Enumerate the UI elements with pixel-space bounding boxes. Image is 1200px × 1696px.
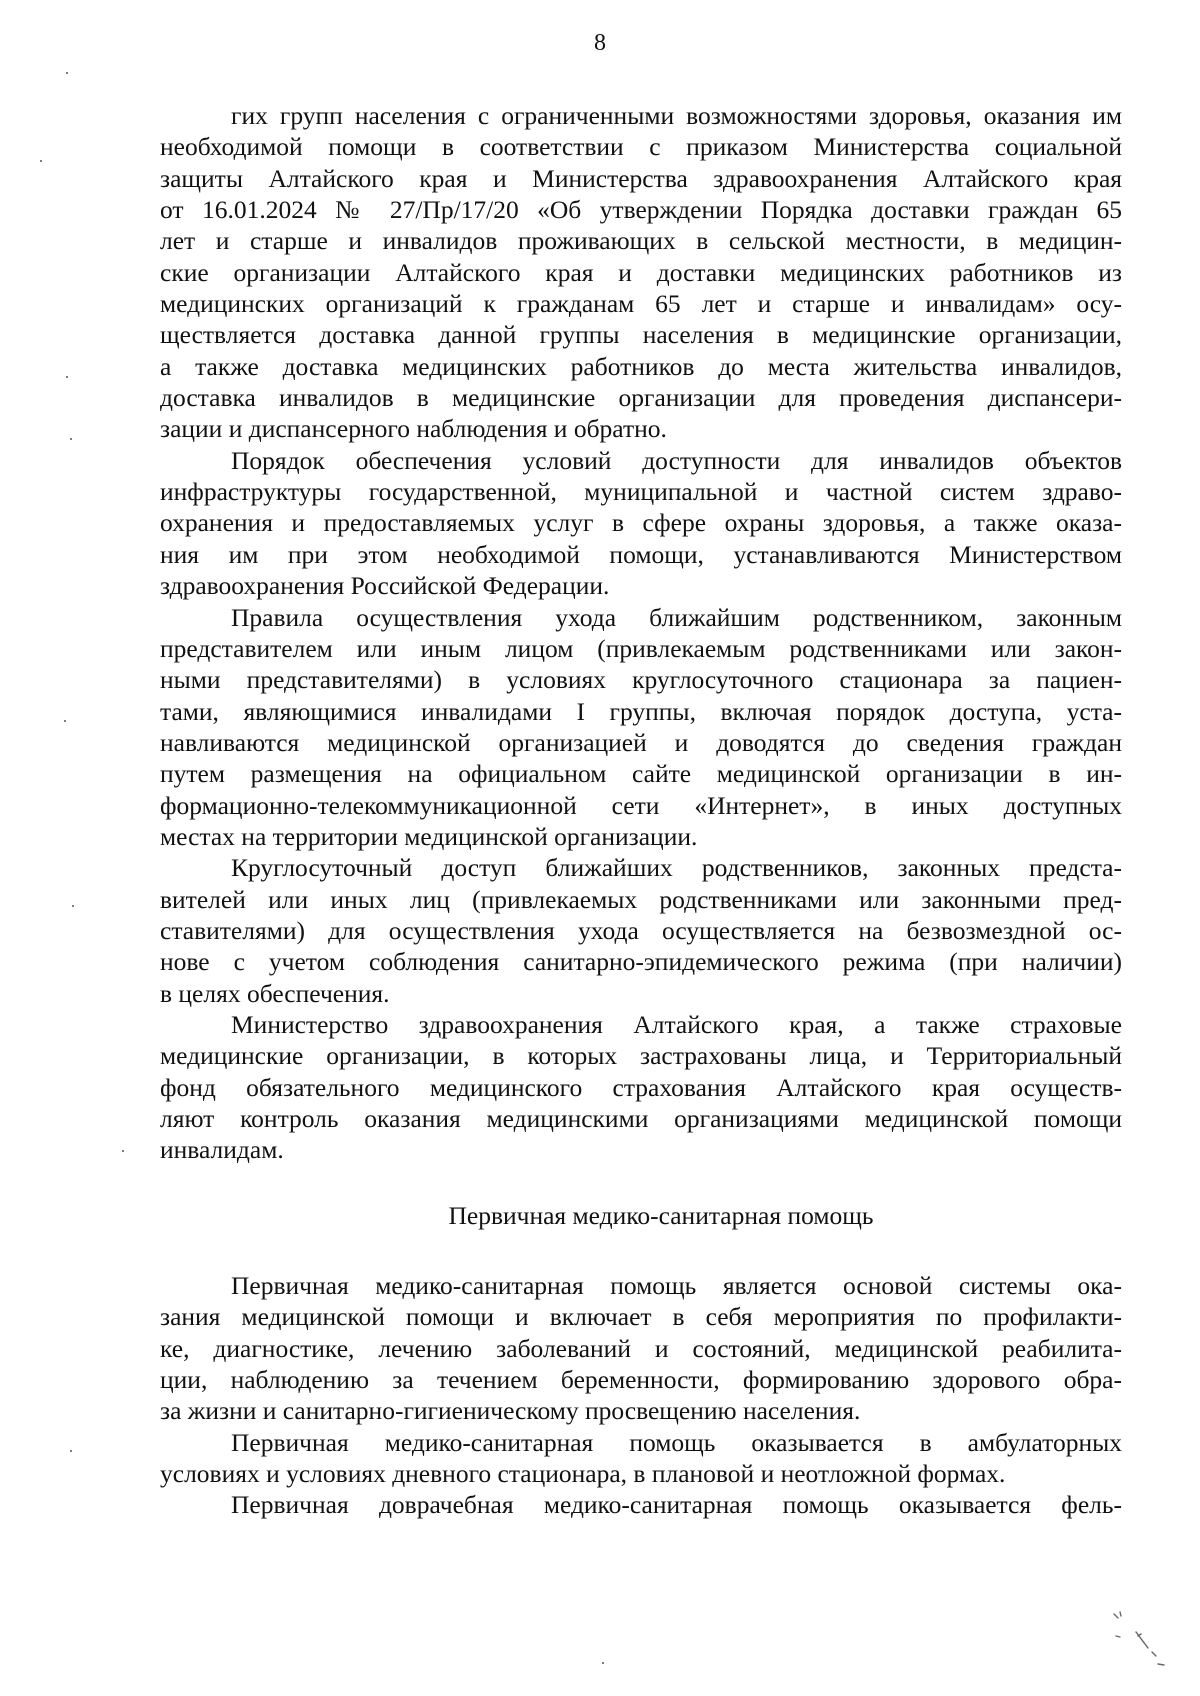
- scan-speck: [66, 72, 68, 74]
- text-line: ляют контроль оказания медицинскими организациями медицинской помощи: [160, 1104, 1122, 1133]
- text-line: вителей или иных лиц (привлекаемых родственниками или законными пред-: [160, 884, 1122, 914]
- paragraph: [160, 1270, 1122, 1427]
- text-line: в целях обеспечения.: [160, 978, 390, 1008]
- paragraph: [160, 100, 1122, 445]
- text-line: Министерство здравоохранения Алтайского края, а также страховые: [231, 1009, 1122, 1039]
- text-line: Правила осуществления ухода ближайшим родственником, законным: [231, 602, 1122, 632]
- text-line: навливаются медицинской организацией и доводятся до сведения граждан: [160, 727, 1122, 757]
- paragraph: [160, 445, 1122, 602]
- paragraph: [160, 602, 1122, 853]
- text-line: лет и старше и инвалидов проживающих в сельской местности, в медицин-: [160, 226, 1122, 256]
- text-line: зания медицинской помощи и включает в себя мероприятия по профилакти-: [160, 1302, 1122, 1332]
- text-line: Первичная медико-санитарная помощь оказывается в амбулаторных: [231, 1427, 1122, 1457]
- text-line: нове с учетом соблюдения санитарно-эпидемического режима (при наличии): [160, 947, 1122, 977]
- text-line: Порядок обеспечения условий доступности для инвалидов объектов: [231, 445, 1122, 475]
- text-line: необходимой помощи в соответствии с приказом Министерства социальной: [160, 132, 1122, 162]
- text-line: тами, являющимися инвалидами I группы, включая порядок доступа, уста-: [160, 696, 1122, 726]
- paragraphs-before-heading: [160, 100, 1122, 1166]
- text-line: защиты Алтайского края и Министерства здравоохранения Алтайского края: [160, 163, 1122, 193]
- text-line: охранения и предоставляемых услуг в сфере охраны здоровья, а также оказа-: [160, 508, 1122, 538]
- page-number: 8: [594, 30, 606, 56]
- text-line: Круглосуточный доступ ближайших родственников, законных предста-: [231, 853, 1122, 883]
- paragraphs-after-heading: [160, 1270, 1122, 1521]
- scan-speck: [70, 438, 72, 440]
- paragraph: [160, 852, 1122, 1009]
- text-line: ществляется доставка данной группы населения в медицинские организации,: [160, 320, 1122, 350]
- text-line: медицинские организации, в которых застрахованы лица, и Территориальный: [160, 1041, 1122, 1071]
- section-heading: Первичная медико-санитарная помощь: [448, 1200, 874, 1230]
- text-line: путем размещения на официальном сайте медицинской организации в ин-: [160, 759, 1122, 789]
- text-line: за жизни и санитарно-гигиеническому просвещению населения.: [160, 1396, 861, 1426]
- text-line: доставка инвалидов в медицинские организации для проведения диспансери-: [160, 383, 1122, 413]
- text-line: фонд обязательного медицинского страхования Алтайского края осуществ-: [160, 1072, 1122, 1102]
- text-line: гих групп населения с ограниченными возможностями здоровья, оказания им: [231, 101, 1122, 130]
- text-line: ции, наблюдению за течением беременности, формированию здорового обра-: [160, 1365, 1122, 1395]
- text-line: ния им при этом необходимой помощи, устанавливаются Министерством: [160, 539, 1122, 569]
- scan-artifact-mark: [1108, 1610, 1168, 1670]
- text-line: ке, диагностике, лечению заболеваний и состояний, медицинской реабилита-: [160, 1333, 1122, 1363]
- text-line: от 16.01.2024 № 27/Пр/17/20 «Об утверждении Порядка доставки граждан 65: [160, 195, 1122, 225]
- scan-speck: [40, 160, 42, 162]
- scan-speck: [66, 376, 68, 378]
- scan-speck: [64, 720, 66, 722]
- text-line: формационно-телекоммуникационной сети «Интернет», в иных доступных: [160, 790, 1122, 820]
- paragraph: [160, 1489, 1122, 1520]
- text-line: Первичная доврачебная медико-санитарная помощь оказывается фель-: [231, 1490, 1122, 1520]
- text-line: ными представителями) в условиях круглосуточного стационара за пациен-: [160, 665, 1122, 695]
- text-line: инфраструктуры государственной, муниципальной и частной систем здраво-: [160, 477, 1122, 507]
- text-line: представителем или иным лицом (привлекаемым родственниками или закон-: [160, 633, 1122, 663]
- text-line: зации и диспансерного наблюдения и обратно.: [160, 414, 667, 444]
- scan-speck: [122, 1150, 124, 1152]
- scan-speck: [602, 1662, 604, 1664]
- text-line: ставителями) для осуществления ухода осуществляется на безвозмездной ос-: [160, 915, 1122, 945]
- text-line: здравоохранения Российской Федерации.: [160, 571, 610, 601]
- paragraph: [160, 1427, 1122, 1490]
- document-body: [160, 100, 1122, 1521]
- text-line: местах на территории медицинской организации.: [160, 821, 698, 851]
- text-line: ские организации Алтайского края и доставки медицинских работников из: [160, 257, 1122, 287]
- paragraph: [160, 1009, 1122, 1166]
- scan-speck: [70, 1450, 72, 1452]
- text-line: инвалидам.: [160, 1135, 284, 1165]
- text-line: а также доставка медицинских работников до места жительства инвалидов,: [160, 351, 1122, 381]
- text-line: условиях и условиях дневного стационара, в плановой и неотложной формах.: [160, 1459, 1006, 1489]
- scan-speck: [72, 905, 74, 907]
- text-line: Первичная медико-санитарная помощь является основой системы ока-: [231, 1271, 1122, 1301]
- text-line: медицинских организаций к гражданам 65 лет и старше и инвалидам» осу-: [160, 289, 1122, 319]
